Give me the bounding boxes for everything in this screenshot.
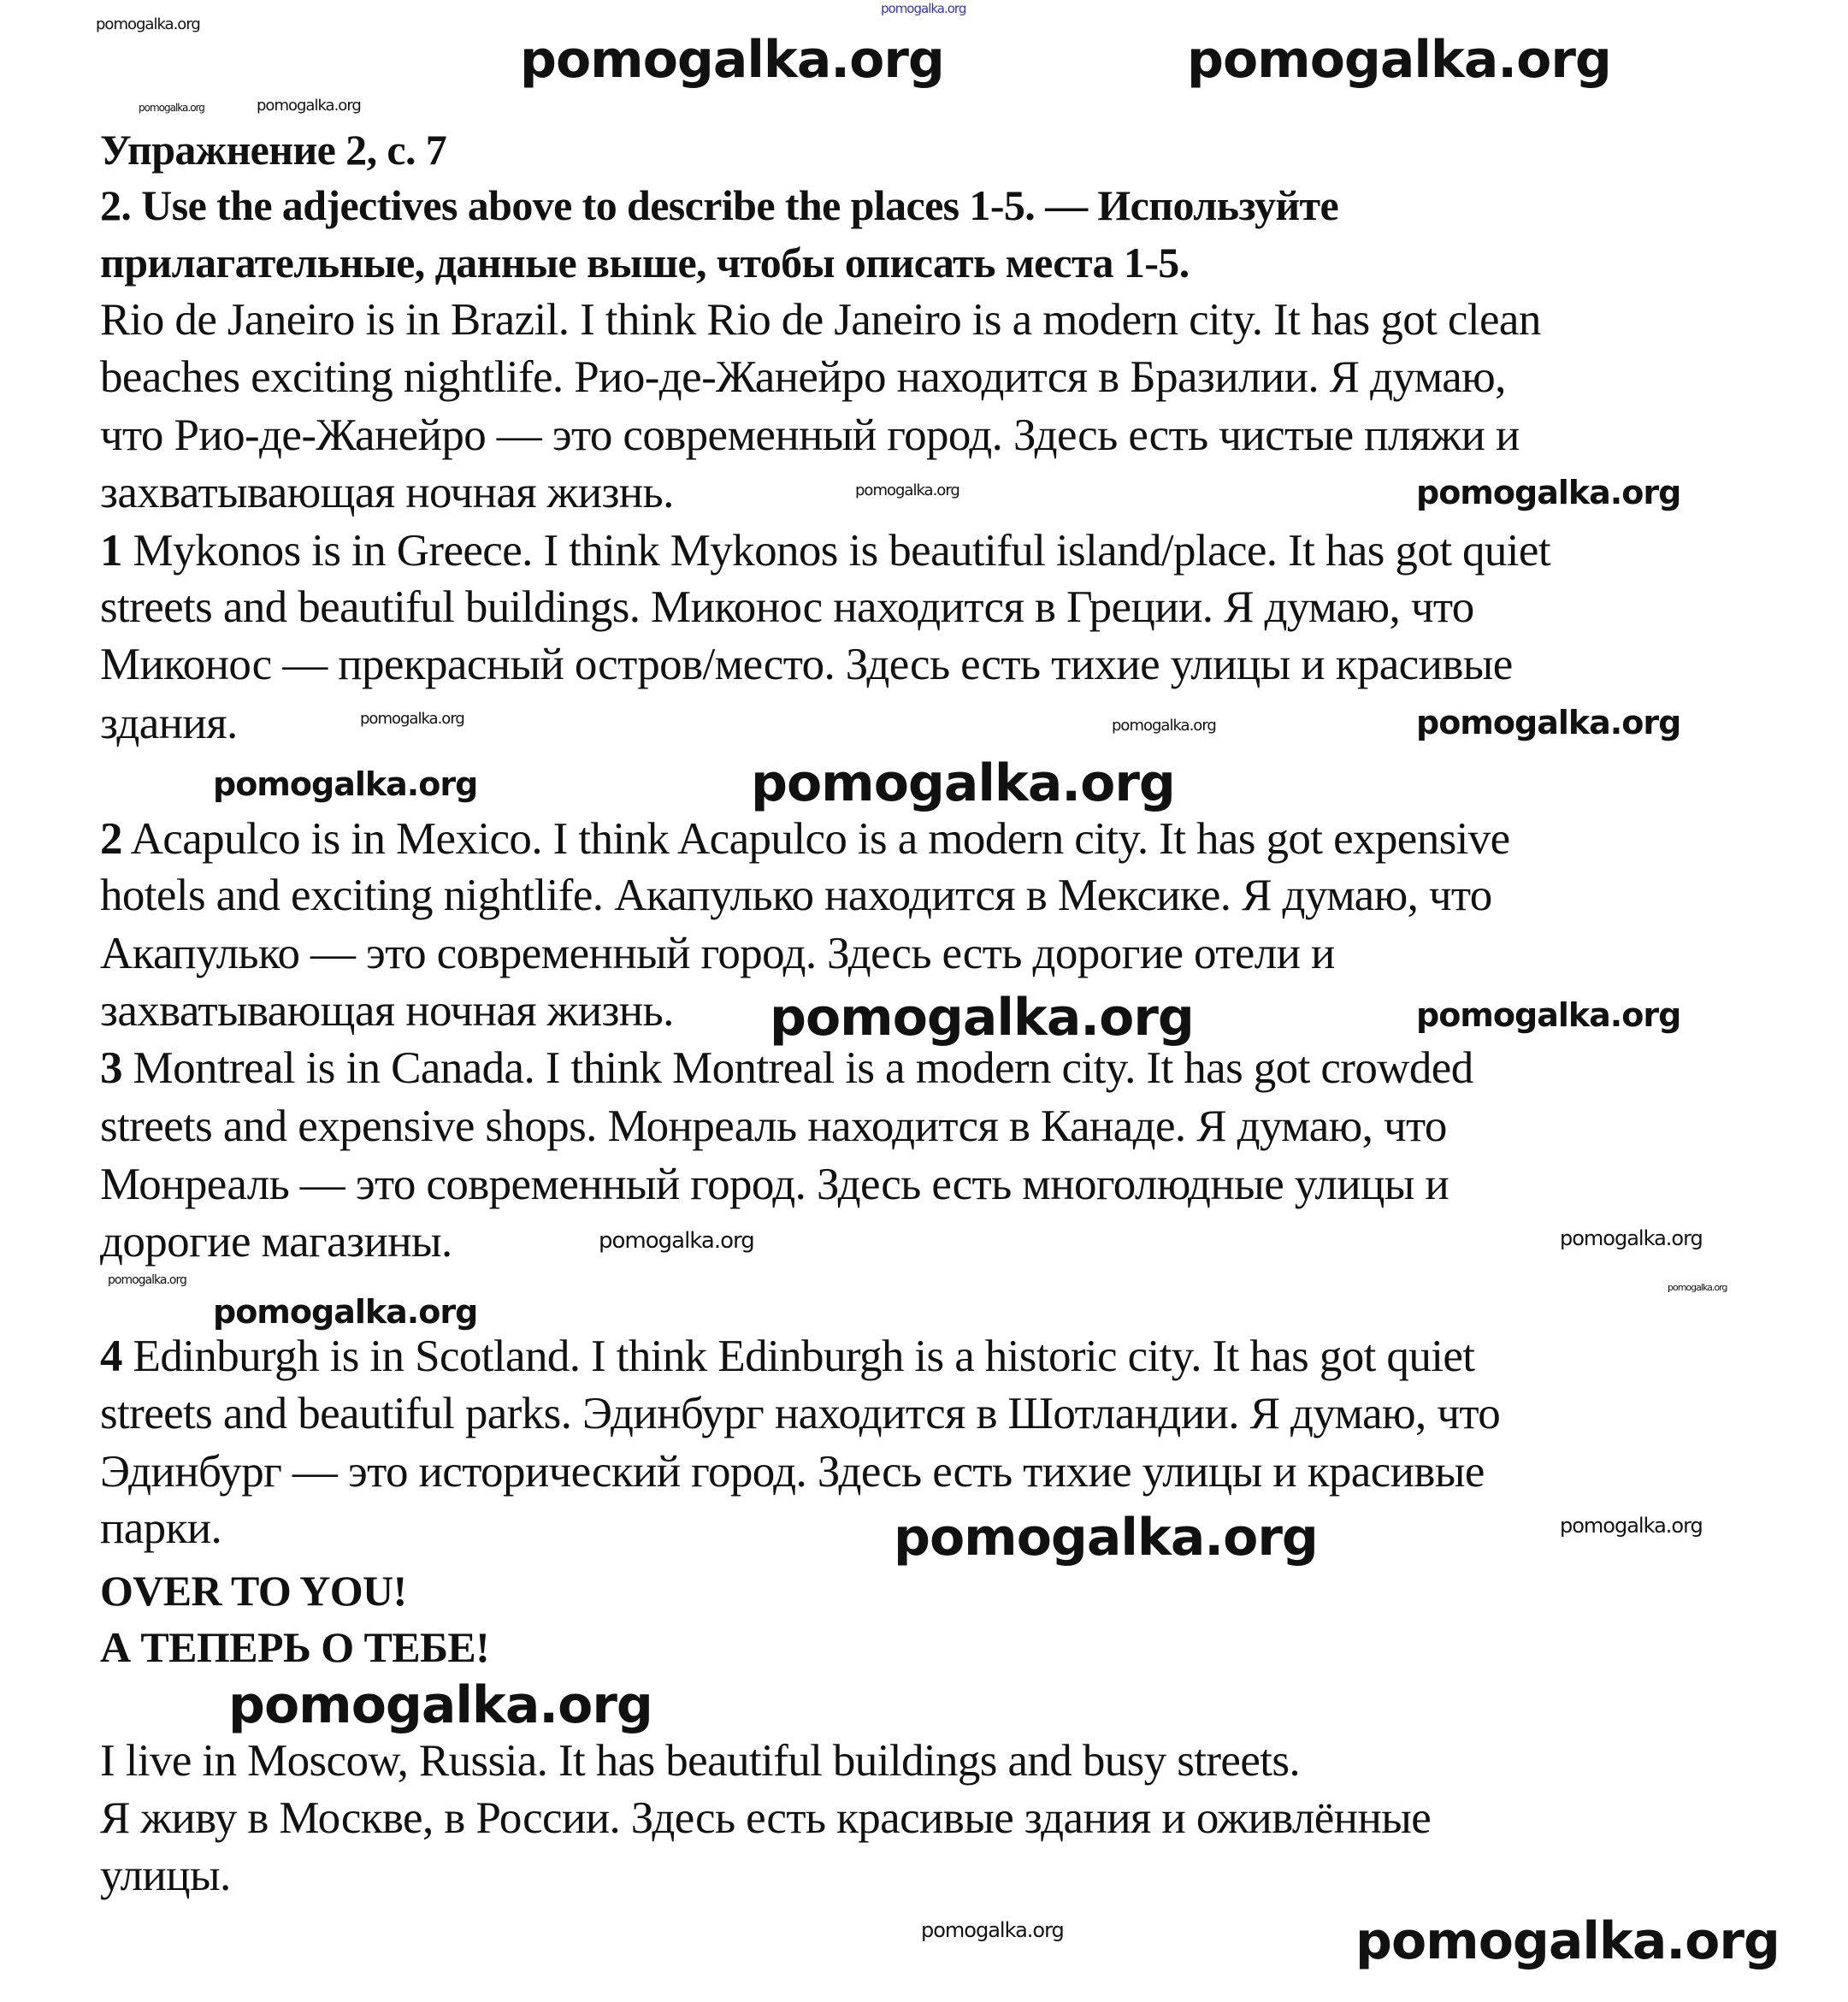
watermark: pomogalka.org — [1560, 1226, 1703, 1250]
watermark: pomogalka.org — [599, 1228, 754, 1254]
answer-line: Миконос — прекрасный остров/место. Здесь есть тихие улицы и красивые — [100, 640, 1513, 689]
exercise-title: Упражнение 2, с. 7 — [100, 126, 447, 174]
watermark-link[interactable]: pomogalka.org — [881, 1, 966, 16]
watermark: pomogalka.org — [1416, 996, 1681, 1034]
answer-text: Montreal is in Canada. I think Montreal is a modern city. It has got crowded — [121, 1043, 1473, 1093]
answer-line: Эдинбург — это исторический город. Здесь есть тихие улицы и красивые — [100, 1447, 1485, 1497]
answer-number: 1 — [100, 526, 122, 576]
example-line: что Рио-де-Жанейро — это современный город. Здесь есть чистые пляжи и — [100, 410, 1520, 460]
example-line: Rio de Janeiro is in Brazil. I think Rio de Janeiro is a modern city. It has got clean — [100, 295, 1541, 345]
answer-line: streets and expensive shops. Монреаль находится в Канаде. Я думаю, что — [100, 1101, 1447, 1151]
own-answer-line: улицы. — [100, 1851, 231, 1900]
own-answer-line: I live in Moscow, Russia. It has beautiful buildings and busy streets. — [100, 1736, 1301, 1786]
watermark: pomogalka.org — [108, 1273, 186, 1287]
watermark: pomogalka.org — [360, 710, 464, 728]
example-line: beaches exciting nightlife. Рио-де-Жанейро находится в Бразилии. Я думаю, — [100, 352, 1506, 402]
watermark: pomogalka.org — [1416, 704, 1681, 741]
answer-line — [100, 1334, 1474, 1379]
watermark: pomogalka.org — [1112, 717, 1216, 735]
watermark: pomogalka.org — [139, 102, 204, 114]
answer-line: здания. — [100, 699, 238, 748]
watermark: pomogalka.org — [894, 1508, 1318, 1568]
watermark: pomogalka.org — [257, 97, 361, 115]
answer-text: Mykonos is in Greece. I think Mykonos is beautiful island/place. It has got quiet — [121, 526, 1550, 576]
answer-line: Акапулько — это современный город. Здесь есть дорогие отели и — [100, 929, 1335, 978]
watermark: pomogalka.org — [770, 988, 1194, 1048]
watermark: pomogalka.org — [751, 753, 1175, 813]
answer-number: 3 — [100, 1043, 122, 1093]
own-answer-line: Я живу в Москве, в России. Здесь есть красивые здания и оживлённые — [100, 1793, 1432, 1843]
answer-line — [100, 1043, 1473, 1093]
answer-text: Acapulco is in Mexico. I think Acapulco is a modern city. It has got expensive — [121, 814, 1510, 864]
answer-line: streets and beautiful buildings. Миконос находится в Греции. Я думаю, что — [100, 582, 1474, 632]
section-title: А ТЕПЕРЬ О ТЕБЕ! — [100, 1623, 490, 1671]
watermark: pomogalka.org — [855, 481, 959, 499]
answer-line: streets and beautiful parks. Эдинбург находится в Шотландии. Я думаю, что — [100, 1389, 1501, 1438]
watermark: pomogalka.org — [213, 1293, 478, 1331]
answer-number: 2 — [100, 814, 122, 864]
watermark: pomogalka.org — [228, 1675, 652, 1735]
watermark: pomogalka.org — [520, 30, 944, 90]
answer-text: Edinburgh is in Scotland. I think Edinburgh is a historic city. It has got quiet — [121, 1332, 1475, 1381]
watermark: pomogalka.org — [921, 1918, 1064, 1942]
watermark: pomogalka.org — [1187, 30, 1611, 90]
task-line: 2. Use the adjectives above to describe the places 1-5. — Используйте — [100, 181, 1339, 229]
watermark: pomogalka.org — [1560, 1514, 1703, 1538]
answer-line: дорогие магазины. — [100, 1217, 452, 1267]
section-title: OVER TO YOU! — [100, 1567, 407, 1615]
watermark: pomogalka.org — [1355, 1911, 1780, 1971]
answer-line: Монреаль — это современный город. Здесь есть многолюдные улицы и — [100, 1160, 1449, 1209]
answer-line — [100, 814, 1510, 864]
watermark: pomogalka.org — [213, 765, 478, 803]
watermark: pomogalka.org — [1668, 1282, 1727, 1293]
watermark: pomogalka.org — [96, 15, 200, 33]
task-line: прилагательные, данные выше, чтобы описать места 1-5. — [100, 239, 1190, 286]
answer-line: парки. — [100, 1503, 222, 1553]
answer-number: 4 — [100, 1332, 122, 1381]
watermark: pomogalka.org — [1416, 474, 1681, 511]
answer-line: захватывающая ночная жизнь. — [100, 986, 674, 1036]
answer-line — [100, 526, 1550, 576]
answer-line: hotels and exciting nightlife. Акапулько находится в Мексике. Я думаю, что — [100, 871, 1492, 920]
example-line: захватывающая ночная жизнь. — [100, 468, 674, 517]
